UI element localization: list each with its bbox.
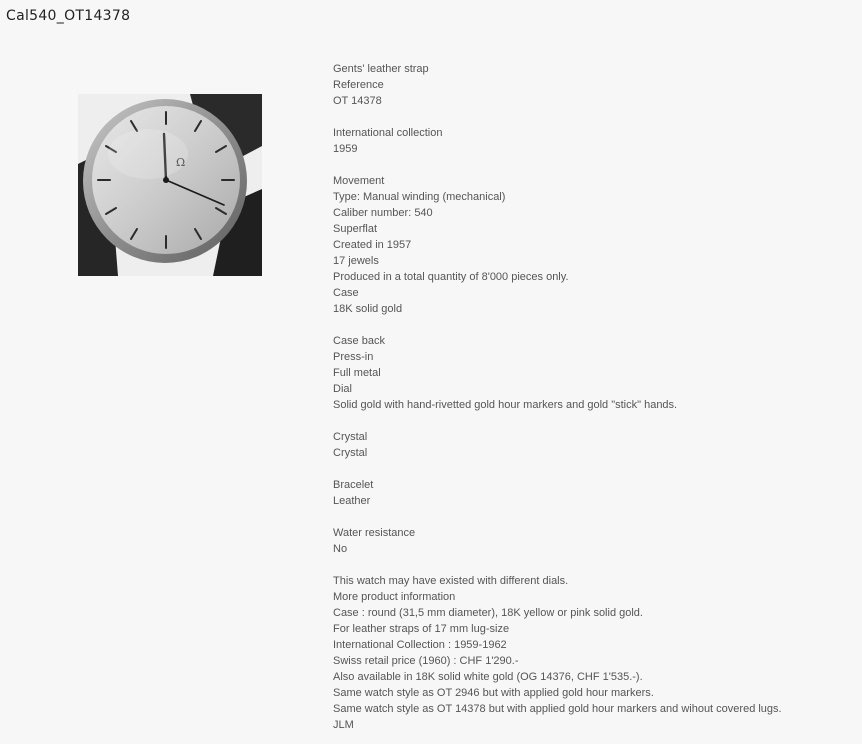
detail-line: Press-in xyxy=(333,351,374,363)
detail-line: Crystal xyxy=(333,431,368,443)
detail-line: Reference xyxy=(333,79,384,91)
detail-line: No xyxy=(333,543,348,555)
detail-line: Superflat xyxy=(333,223,378,235)
detail-line: International Collection : 1959-1962 xyxy=(333,639,507,651)
detail-line: This watch may have existed with different dials. xyxy=(333,575,569,587)
detail-line: Full metal xyxy=(333,367,381,379)
watch-photo xyxy=(78,94,262,276)
watch-photo-illustration xyxy=(78,94,262,276)
detail-line: Dial xyxy=(333,383,352,395)
detail-line: Same watch style as OT 14378 but with applied gold hour markers and wihout covered lugs. xyxy=(333,703,782,715)
detail-line: Swiss retail price (1960) : CHF 1'290.- xyxy=(333,655,519,667)
detail-line: Produced in a total quantity of 8'000 pieces only. xyxy=(333,271,569,283)
svg-text:Ω: Ω xyxy=(176,156,186,169)
details-group-case-back xyxy=(333,333,833,413)
detail-line: International collection xyxy=(333,127,443,139)
detail-line: More product information xyxy=(333,591,456,603)
detail-line: Water resistance xyxy=(333,527,416,539)
detail-line: Solid gold with hand-rivetted gold hour markers and gold "stick" hands. xyxy=(333,399,678,411)
detail-line: Leather xyxy=(333,495,371,507)
details-group-bracelet xyxy=(333,477,833,509)
detail-line: 17 jewels xyxy=(333,255,379,267)
product-details xyxy=(333,61,833,733)
details-group-collection xyxy=(333,125,833,157)
details-group-water-resistance xyxy=(333,525,833,557)
detail-line: Case back xyxy=(333,335,385,347)
detail-line: For leather straps of 17 mm lug-size xyxy=(333,623,510,635)
detail-line: Created in 1957 xyxy=(333,239,412,251)
detail-line: Gents' leather strap xyxy=(333,63,429,75)
details-group-more-info xyxy=(333,573,833,733)
detail-line: Crystal xyxy=(333,447,368,459)
detail-line: Caliber number: 540 xyxy=(333,207,433,219)
detail-line: Case : round (31,5 mm diameter), 18K yellow or pink solid gold. xyxy=(333,607,643,619)
detail-line: 1959 xyxy=(333,143,358,155)
detail-line: 18K solid gold xyxy=(333,303,403,315)
detail-line: OT 14378 xyxy=(333,95,382,107)
detail-line: Case xyxy=(333,287,359,299)
details-group-crystal xyxy=(333,429,833,461)
detail-line: JLM xyxy=(333,719,354,731)
detail-line: Same watch style as OT 2946 but with applied gold hour markers. xyxy=(333,687,654,699)
details-group-strap xyxy=(333,61,833,109)
detail-line: Type: Manual winding (mechanical) xyxy=(333,191,506,203)
page-title: Cal540_OT14378 xyxy=(6,8,131,24)
detail-line: Movement xyxy=(333,175,385,187)
details-group-movement xyxy=(333,173,833,317)
detail-line: Also available in 18K solid white gold (OG 14376, CHF 1'535.-). xyxy=(333,671,643,683)
detail-line: Bracelet xyxy=(333,479,374,491)
